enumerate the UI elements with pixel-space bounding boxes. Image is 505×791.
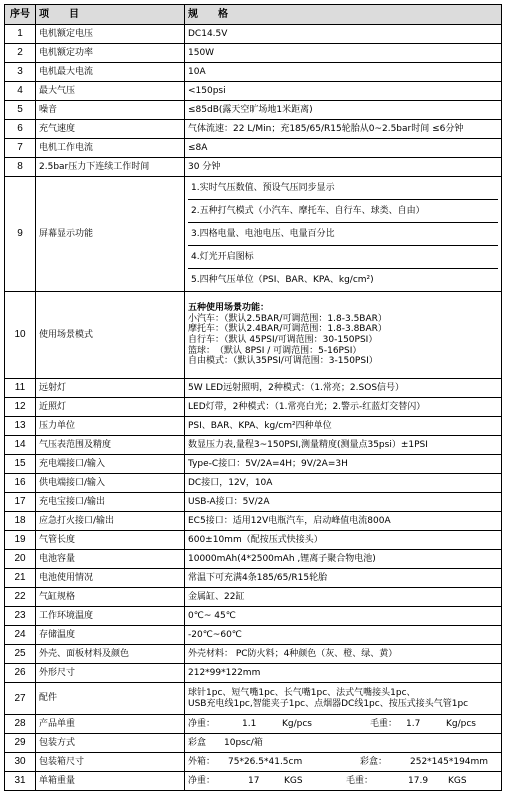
row-number: 2 bbox=[5, 44, 36, 63]
row-item: 电池使用情况 bbox=[36, 569, 185, 588]
row-number: 15 bbox=[5, 455, 36, 474]
net-weight-unit: KGS bbox=[284, 775, 303, 786]
row-number: 1 bbox=[5, 25, 36, 44]
row-number: 18 bbox=[5, 512, 36, 531]
row-number: 17 bbox=[5, 493, 36, 512]
row-number: 20 bbox=[5, 550, 36, 569]
scene-mode-line: 自行车：（默认 45PSI/可调范围：30-150PSI） bbox=[188, 335, 378, 345]
row-item: 电机额定功率 bbox=[36, 44, 185, 63]
scene-modes-title: 五种使用场景功能： bbox=[188, 303, 270, 314]
row-spec: 气体流速：22 L/Min；充185/65/R15轮胎从0~2.5bar时间 ≤6分钟 bbox=[185, 120, 502, 139]
row-item: 电机工作电流 bbox=[36, 139, 185, 158]
row-spec: EC5接口：适用12V电瓶汽车，启动峰值电流800A bbox=[185, 512, 502, 531]
row-spec: <150psi bbox=[185, 82, 502, 101]
row-number: 29 bbox=[5, 734, 36, 753]
row-item: 压力单位 bbox=[36, 417, 185, 436]
table-row-carton-weight bbox=[5, 772, 502, 791]
row-number: 10 bbox=[5, 292, 36, 379]
row-item: 配件 bbox=[36, 683, 185, 715]
scene-mode-line: 自由模式：（默认35PSI/可调范围：3-150PSI） bbox=[188, 356, 378, 367]
row-item: 外形尺寸 bbox=[36, 664, 185, 683]
table-row bbox=[5, 664, 502, 683]
gross-weight-unit: KGS bbox=[448, 775, 467, 786]
row-number: 6 bbox=[5, 120, 36, 139]
row-spec: 外壳材料： PC防火料；4种颜色（灰、橙、绿、黄） bbox=[185, 645, 502, 664]
spec-table bbox=[4, 4, 502, 791]
row-item: 气压表范围及精度 bbox=[36, 436, 185, 455]
row-spec bbox=[185, 683, 502, 715]
table-row bbox=[5, 531, 502, 550]
outer-carton-label: 外箱： bbox=[188, 756, 216, 767]
scene-mode-line: 摩托车：（默认2.4BAR/可调范围：1.8-3.8BAR） bbox=[188, 324, 387, 335]
accessory-line: 球针1pc、短气嘴1pc、长气嘴1pc、法式气嘴接头1pc、 bbox=[188, 687, 416, 698]
table-row bbox=[5, 379, 502, 398]
screen-function-line: 4.灯光开启图标 bbox=[188, 246, 498, 269]
header-spec: 规 格 bbox=[185, 5, 502, 25]
row-number: 30 bbox=[5, 753, 36, 772]
table-row bbox=[5, 455, 502, 474]
table-row bbox=[5, 139, 502, 158]
row-item: 包装箱尺寸 bbox=[36, 753, 185, 772]
row-spec: 金属缸、22缸 bbox=[185, 588, 502, 607]
row-number: 13 bbox=[5, 417, 36, 436]
table-row bbox=[5, 569, 502, 588]
row-number: 28 bbox=[5, 715, 36, 734]
net-weight-label: 净重： bbox=[188, 718, 216, 729]
table-row bbox=[5, 550, 502, 569]
table-row-accessories bbox=[5, 683, 502, 715]
net-weight-value: 1.1 bbox=[242, 718, 257, 729]
row-item: 气缸规格 bbox=[36, 588, 185, 607]
row-spec: 30 分钟 bbox=[185, 158, 502, 177]
row-spec: 常温下可充满4条185/65/R15轮胎 bbox=[185, 569, 502, 588]
row-item: 电池容量 bbox=[36, 550, 185, 569]
row-number: 11 bbox=[5, 379, 36, 398]
row-spec: ≤85dB(露天空旷场地1米距离) bbox=[185, 101, 502, 120]
header-row bbox=[5, 5, 502, 25]
row-number: 26 bbox=[5, 664, 36, 683]
row-number: 22 bbox=[5, 588, 36, 607]
table-row bbox=[5, 493, 502, 512]
screen-function-line: 5.四种气压单位（PSI、BAR、KPA、kg/cm²) bbox=[191, 275, 374, 285]
row-spec bbox=[185, 753, 502, 772]
row-spec: Type-C接口：5V/2A=4H；9V/2A=3H bbox=[185, 455, 502, 474]
row-item: 存储温度 bbox=[36, 626, 185, 645]
row-item: 工作环境温度 bbox=[36, 607, 185, 626]
table-row-scene-modes bbox=[5, 292, 502, 379]
header-num: 序号 bbox=[5, 5, 36, 25]
row-number: 7 bbox=[5, 139, 36, 158]
row-item: 2.5bar压力下连续工作时间 bbox=[36, 158, 185, 177]
row-number: 23 bbox=[5, 607, 36, 626]
screen-function-line: 1.实时气压数值、预设气压同步显示 bbox=[188, 177, 498, 200]
row-number: 9 bbox=[5, 177, 36, 292]
scene-mode-line: 小汽车：（默认2.5BAR/可调范围：1.8-3.5BAR） bbox=[188, 313, 387, 324]
row-number: 25 bbox=[5, 645, 36, 664]
row-number: 16 bbox=[5, 474, 36, 493]
row-item: 最大气压 bbox=[36, 82, 185, 101]
row-spec: 600±10mm（配按压式快接头） bbox=[185, 531, 502, 550]
gross-weight-label: 毛重： bbox=[370, 718, 398, 729]
row-item: 供电端接口/输入 bbox=[36, 474, 185, 493]
row-item: 噪音 bbox=[36, 101, 185, 120]
spec-sheet bbox=[4, 4, 501, 791]
row-item: 屏幕显示功能 bbox=[36, 177, 185, 292]
table-row-carton-size bbox=[5, 753, 502, 772]
gross-weight-label: 毛重： bbox=[346, 775, 374, 786]
row-item: 外壳、面板材料及颜色 bbox=[36, 645, 185, 664]
gross-weight-value: 17.9 bbox=[408, 775, 429, 786]
table-row bbox=[5, 626, 502, 645]
row-spec: 彩盒 10psc/箱 bbox=[185, 734, 502, 753]
table-row-screen-functions bbox=[5, 177, 502, 292]
table-row-product-weight bbox=[5, 715, 502, 734]
table-row bbox=[5, 512, 502, 531]
table-row bbox=[5, 44, 502, 63]
scene-mode-line: 篮球： （默认 8PSI / 可调范围：5-16PSI） bbox=[188, 345, 362, 356]
row-spec bbox=[185, 292, 502, 379]
table-row bbox=[5, 120, 502, 139]
net-weight-value: 17 bbox=[248, 775, 260, 786]
row-spec bbox=[185, 715, 502, 734]
row-item: 电机额定电压 bbox=[36, 25, 185, 44]
row-spec bbox=[185, 177, 502, 292]
table-row bbox=[5, 607, 502, 626]
table-row bbox=[5, 25, 502, 44]
row-spec: 10A bbox=[185, 63, 502, 82]
row-item: 使用场景模式 bbox=[36, 292, 185, 379]
row-item: 远射灯 bbox=[36, 379, 185, 398]
row-item: 近照灯 bbox=[36, 398, 185, 417]
row-item: 充电宝接口/输出 bbox=[36, 493, 185, 512]
color-box-value: 252*145*194mm bbox=[410, 756, 489, 767]
row-spec: 212*99*122mm bbox=[185, 664, 502, 683]
color-box-label: 彩盒： bbox=[360, 756, 388, 767]
row-number: 21 bbox=[5, 569, 36, 588]
row-spec: 数显压力表,量程3~150PSI,测量精度(测量点35psi）±1PSI bbox=[185, 436, 502, 455]
row-number: 27 bbox=[5, 683, 36, 715]
row-item: 应急打火接口/输出 bbox=[36, 512, 185, 531]
row-number: 8 bbox=[5, 158, 36, 177]
table-row bbox=[5, 734, 502, 753]
row-item: 气管长度 bbox=[36, 531, 185, 550]
row-spec: 150W bbox=[185, 44, 502, 63]
row-item: 充电端接口/输入 bbox=[36, 455, 185, 474]
row-number: 31 bbox=[5, 772, 36, 791]
row-spec bbox=[185, 772, 502, 791]
row-spec: 0℃~ 45℃ bbox=[185, 607, 502, 626]
net-weight-unit: Kg/pcs bbox=[282, 718, 312, 729]
row-number: 19 bbox=[5, 531, 36, 550]
table-row bbox=[5, 82, 502, 101]
row-item: 单箱重量 bbox=[36, 772, 185, 791]
screen-function-line: 2.五种打气模式（小汽车、摩托车、自行车、球类、自由） bbox=[188, 200, 498, 223]
gross-weight-value: 1.7 bbox=[406, 718, 421, 729]
row-number: 5 bbox=[5, 101, 36, 120]
row-spec: 10000mAh(4*2500mAh ,锂离子聚合物电池) bbox=[185, 550, 502, 569]
row-item: 产品单重 bbox=[36, 715, 185, 734]
table-row bbox=[5, 63, 502, 82]
net-weight-label: 净重： bbox=[188, 775, 216, 786]
row-spec: DC14.5V bbox=[185, 25, 502, 44]
row-number: 24 bbox=[5, 626, 36, 645]
table-row bbox=[5, 417, 502, 436]
row-spec: LED灯带，2种模式：（1.常亮白光；2.警示-红蓝灯交替闪） bbox=[185, 398, 502, 417]
row-number: 3 bbox=[5, 63, 36, 82]
row-item: 充气速度 bbox=[36, 120, 185, 139]
row-spec: 5W LED远射照明，2种模式：（1.常亮；2.SOS信号） bbox=[185, 379, 502, 398]
row-spec: PSI、BAR、KPA、kg/cm²四种单位 bbox=[185, 417, 502, 436]
table-row bbox=[5, 474, 502, 493]
accessory-line: USB充电线1pc,智能夹子1pc、点烟器DC线1pc、按压式接头气管1pc bbox=[188, 698, 469, 709]
row-number: 4 bbox=[5, 82, 36, 101]
table-row bbox=[5, 101, 502, 120]
screen-function-line: 3.四格电量、电池电压、电量百分比 bbox=[188, 223, 498, 246]
row-spec: ≤8A bbox=[185, 139, 502, 158]
table-row bbox=[5, 588, 502, 607]
outer-carton-value: 75*26.5*41.5cm bbox=[228, 756, 303, 767]
row-number: 14 bbox=[5, 436, 36, 455]
row-number: 12 bbox=[5, 398, 36, 417]
table-row bbox=[5, 645, 502, 664]
row-spec: -20℃~60℃ bbox=[185, 626, 502, 645]
row-item: 电机最大电流 bbox=[36, 63, 185, 82]
gross-weight-unit: Kg/pcs bbox=[446, 718, 476, 729]
header-item: 项 目 bbox=[36, 5, 185, 25]
table-row bbox=[5, 158, 502, 177]
row-spec: DC接口，12V，10A bbox=[185, 474, 502, 493]
row-spec: USB-A接口：5V/2A bbox=[185, 493, 502, 512]
table-row bbox=[5, 398, 502, 417]
row-item: 包装方式 bbox=[36, 734, 185, 753]
table-row bbox=[5, 436, 502, 455]
